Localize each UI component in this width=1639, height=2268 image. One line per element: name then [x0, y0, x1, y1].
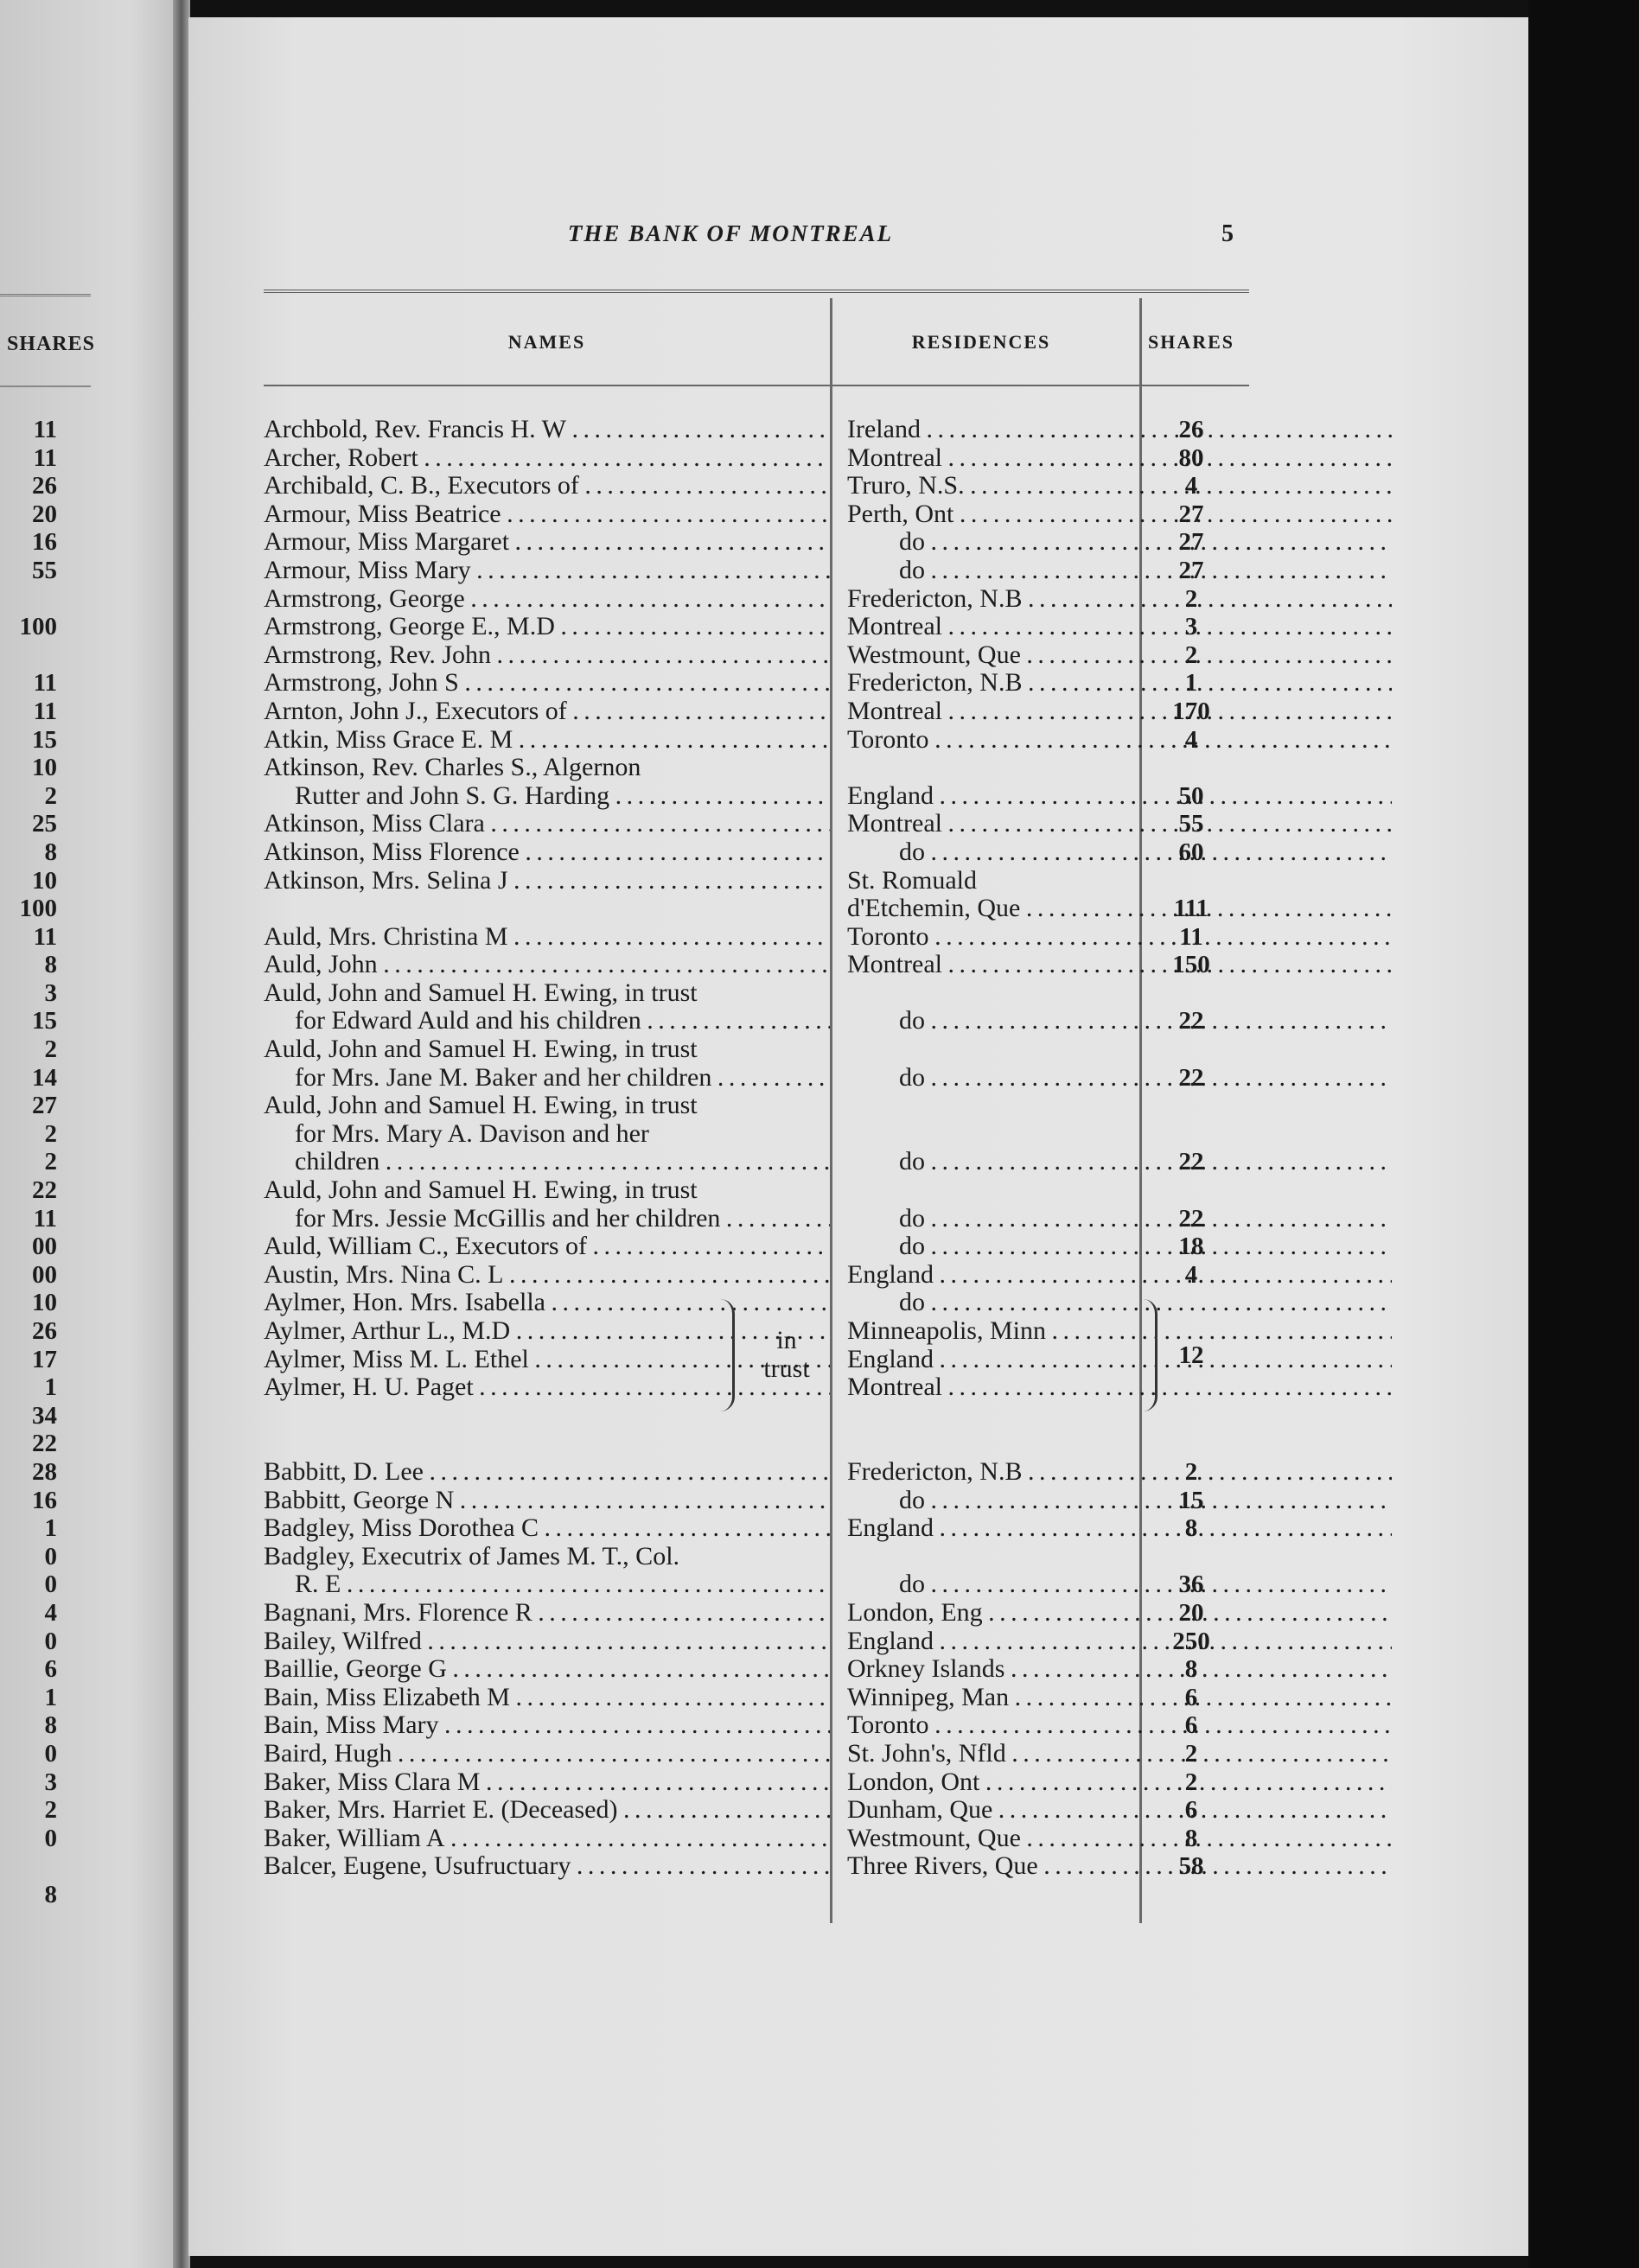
shareholder-residence: Montreal . . . — [847, 613, 1392, 641]
shareholder-residence: do . . . — [847, 528, 1392, 557]
table-top-rule — [264, 290, 1249, 293]
shares-column-header: SHARES — [1147, 331, 1235, 353]
table-row — [264, 641, 1249, 670]
left-share-value: 3 — [44, 1768, 57, 1796]
left-share-value: 26 — [32, 1317, 57, 1345]
table-row — [264, 726, 1249, 755]
left-share-value: 00 — [32, 1233, 57, 1261]
shareholder-name: Archer, Robert . . . — [264, 444, 830, 473]
left-share-value: 15 — [32, 725, 57, 754]
left-share-value: 0 — [44, 1824, 57, 1852]
shareholder-shares: 2 — [1184, 584, 1198, 613]
left-share-value: 8 — [44, 951, 57, 979]
shareholder-residence: St. John's, Nfld . . . — [847, 1740, 1392, 1768]
left-share-value: 100 — [19, 895, 57, 923]
shareholder-residence: do . . . — [847, 1289, 1392, 1317]
left-share-value: 11 — [33, 1204, 57, 1233]
shareholder-name: Balcer, Eugene, Usufructuary . . . — [264, 1852, 830, 1881]
shareholder-residence: Ireland . . . — [847, 416, 1392, 444]
shareholder-shares: 22 — [1178, 1063, 1204, 1092]
shareholder-shares: 170 — [1172, 697, 1210, 725]
left-share-value: 00 — [32, 1260, 57, 1289]
left-header-rule — [0, 385, 91, 387]
shareholder-name: Badgley, Executrix of James M. T., Col. — [264, 1542, 680, 1570]
shareholder-name: Rutter and John S. G. Harding . . . — [264, 782, 830, 811]
table-row — [264, 1092, 1249, 1120]
left-share-value: 2 — [44, 1035, 57, 1064]
shareholder-name: Baker, William A . . . — [264, 1825, 830, 1853]
table-row — [264, 557, 1249, 585]
shareholder-shares: 8 — [1184, 1655, 1198, 1684]
shareholder-name: Atkinson, Miss Florence . . . — [264, 838, 830, 867]
table-row — [264, 1543, 1249, 1571]
table-row — [264, 1402, 1249, 1430]
shareholder-shares: 18 — [1178, 1233, 1204, 1261]
shareholder-shares: 2 — [1184, 640, 1198, 669]
shareholder-shares: 36 — [1178, 1570, 1204, 1599]
shareholder-name: Armstrong, George E., M.D . . . — [264, 613, 830, 641]
shareholder-residence: Toronto . . . — [847, 1711, 1392, 1740]
shareholder-name: Archbold, Rev. Francis H. W . . . — [264, 416, 830, 444]
shareholder-name: Armstrong, George . . . — [264, 585, 830, 614]
shareholder-name: Atkinson, Miss Clara . . . — [264, 810, 830, 838]
shareholder-name: Aylmer, Arthur L., M.D . . . — [264, 1317, 830, 1346]
shareholder-name: Armour, Miss Margaret . . . — [264, 528, 830, 557]
running-head: THE BANK OF MONTREAL — [567, 220, 894, 246]
shareholder-name: Armstrong, John S . . . — [264, 669, 830, 698]
shareholder-shares: 1 — [1184, 669, 1198, 698]
table-row — [264, 1655, 1249, 1684]
shareholder-residence: Montreal . . . — [847, 951, 1392, 979]
shareholder-shares: 8 — [1184, 1824, 1198, 1852]
table-header-rule — [264, 385, 1249, 386]
left-share-value: 1 — [44, 1514, 57, 1543]
table-row — [264, 1007, 1249, 1035]
table-row — [264, 698, 1249, 726]
shareholder-residence: do . . . — [847, 1570, 1392, 1599]
shareholder-residence: do . . . — [847, 1148, 1392, 1176]
table-row — [264, 782, 1249, 811]
shareholder-shares: 27 — [1178, 556, 1204, 584]
table-row — [264, 1768, 1249, 1797]
left-shares-column — [0, 416, 57, 1908]
table-row — [264, 1120, 1249, 1149]
shareholder-name: Atkin, Miss Grace E. M . . . — [264, 726, 830, 755]
shareholder-residence: do . . . — [847, 1007, 1392, 1035]
left-share-value: 16 — [32, 1486, 57, 1514]
left-share-value: 100 — [19, 613, 57, 641]
table-row — [264, 1064, 1249, 1093]
shareholder-name: Aylmer, Miss M. L. Ethel . . . — [264, 1346, 830, 1374]
left-share-value: 0 — [44, 1627, 57, 1655]
table-row — [264, 1570, 1249, 1599]
left-share-value: 10 — [32, 1289, 57, 1317]
left-share-value: 11 — [33, 443, 57, 472]
shareholder-residence: Winnipeg, Man . . . — [847, 1684, 1392, 1712]
left-share-value: 0 — [44, 1570, 57, 1599]
table-row — [264, 528, 1249, 557]
shareholder-shares: 150 — [1172, 951, 1210, 979]
table-row — [264, 979, 1249, 1008]
shareholder-shares: 50 — [1178, 781, 1204, 810]
shareholder-name: Auld, John . . . — [264, 951, 830, 979]
left-share-value: 0 — [44, 1739, 57, 1768]
shareholder-residence: Perth, Ont . . . — [847, 500, 1392, 529]
table-row — [264, 1487, 1249, 1515]
shareholder-shares: 58 — [1178, 1852, 1204, 1881]
table-row — [264, 1740, 1249, 1768]
table-row — [264, 1628, 1249, 1656]
left-share-value: 11 — [33, 697, 57, 725]
table-row — [264, 416, 1249, 444]
shareholder-residence: do . . . — [847, 1205, 1392, 1233]
shareholder-name: Baker, Mrs. Harriet E. (Deceased) . . . — [264, 1796, 830, 1825]
shareholder-residence: England . . . — [847, 1261, 1392, 1290]
shareholder-residence: England . . . — [847, 782, 1392, 811]
table-row — [264, 951, 1249, 979]
shareholder-shares: 2 — [1184, 1739, 1198, 1768]
table-row — [264, 1205, 1249, 1233]
shareholder-residence: Fredericton, N.B . . . — [847, 585, 1392, 614]
shareholder-shares: 55 — [1178, 810, 1204, 838]
left-share-value: 11 — [33, 416, 57, 443]
shareholder-shares: 11 — [1179, 922, 1203, 951]
shareholder-residence: Montreal . . . — [847, 1373, 1392, 1402]
shareholder-residence: Toronto . . . — [847, 923, 1392, 952]
left-share-value: 25 — [32, 810, 57, 838]
left-share-value: 26 — [32, 472, 57, 500]
shareholder-residence: Westmount, Que . . . — [847, 641, 1392, 670]
left-share-value: 34 — [32, 1401, 57, 1430]
shareholder-name: Bain, Miss Elizabeth M . . . — [264, 1684, 830, 1712]
table-row — [264, 754, 1249, 782]
left-share-value — [0, 641, 57, 670]
table-row — [264, 669, 1249, 698]
left-share-value: 2 — [44, 1148, 57, 1176]
trust-label-trust: trust — [763, 1354, 810, 1383]
shareholder-residence: Montreal . . . — [847, 810, 1392, 838]
left-share-value: 17 — [32, 1345, 57, 1373]
shareholder-residence: Fredericton, N.B . . . — [847, 1458, 1392, 1487]
shareholder-shares: 60 — [1178, 838, 1204, 866]
shareholder-name: Babbitt, George N . . . — [264, 1487, 830, 1515]
shareholder-residence: Fredericton, N.B . . . — [847, 669, 1392, 698]
table-row — [264, 1852, 1249, 1881]
left-share-value: 11 — [33, 669, 57, 698]
shareholder-name: Atkinson, Rev. Charles S., Algernon — [264, 754, 641, 782]
shareholder-residence: Westmount, Que . . . — [847, 1825, 1392, 1853]
trust-label-in: in — [776, 1326, 797, 1354]
left-share-value: 1 — [44, 1683, 57, 1711]
shareholder-shares: 22 — [1178, 1148, 1204, 1176]
left-share-value: 15 — [32, 1007, 57, 1035]
shareholder-shares: 27 — [1178, 528, 1204, 557]
shareholder-shares: 22 — [1178, 1204, 1204, 1233]
left-share-value — [0, 585, 57, 614]
shareholder-residence: St. Romuald — [847, 866, 978, 895]
shareholder-name: Auld, John and Samuel H. Ewing, in trust — [264, 1092, 698, 1120]
table-row — [264, 1430, 1249, 1458]
left-share-value: 8 — [44, 1711, 57, 1740]
left-page — [0, 0, 186, 2268]
shareholder-name: for Mrs. Jane M. Baker and her children . . . — [264, 1064, 830, 1093]
table-row — [264, 1711, 1249, 1740]
shareholder-shares: 80 — [1178, 443, 1204, 472]
left-share-value: 20 — [32, 500, 57, 528]
shareholder-shares: 4 — [1184, 472, 1198, 500]
table-row — [264, 1148, 1249, 1176]
left-share-value: 10 — [32, 866, 57, 895]
shareholder-name: Atkinson, Mrs. Selina J . . . — [264, 867, 830, 895]
table-row — [264, 1261, 1249, 1290]
shareholder-shares: 26 — [1178, 416, 1204, 443]
background-edge — [1528, 0, 1639, 2268]
left-share-value — [0, 1852, 57, 1881]
shareholder-residence: England . . . — [847, 1628, 1392, 1656]
left-share-value: 16 — [32, 528, 57, 557]
left-share-value: 10 — [32, 754, 57, 782]
table-row — [264, 444, 1249, 473]
left-share-value: 0 — [44, 1542, 57, 1570]
table-row — [264, 1035, 1249, 1064]
table-row — [264, 1796, 1249, 1825]
table-row — [264, 613, 1249, 641]
shareholder-name: children . . . — [264, 1148, 830, 1176]
shareholder-residence: Montreal . . . — [847, 444, 1392, 473]
shareholder-residence: do . . . — [847, 1233, 1392, 1261]
shareholder-shares: 2 — [1184, 1457, 1198, 1486]
shareholder-shares: 27 — [1178, 500, 1204, 528]
table-row — [264, 1458, 1249, 1487]
left-share-value: 28 — [32, 1457, 57, 1486]
left-share-value: 22 — [32, 1176, 57, 1205]
residences-column-header: RESIDENCES — [911, 331, 1051, 353]
shareholder-shares: 250 — [1172, 1627, 1210, 1655]
shareholder-table — [264, 416, 1249, 1881]
table-row — [264, 867, 1249, 895]
left-share-value: 2 — [44, 1796, 57, 1825]
left-share-value: 2 — [44, 1119, 57, 1148]
shareholder-name: R. E . . . — [264, 1570, 830, 1599]
shareholder-residence: England . . . — [847, 1346, 1392, 1374]
shareholder-residence: do . . . — [847, 1487, 1392, 1515]
shareholder-shares: 20 — [1178, 1598, 1204, 1627]
table-row — [264, 838, 1249, 867]
table-row — [264, 1599, 1249, 1628]
shareholder-residence: Toronto . . . — [847, 726, 1392, 755]
shareholder-residence: do . . . — [847, 838, 1392, 867]
shareholder-name: Auld, John and Samuel H. Ewing, in trust — [264, 978, 698, 1007]
shareholder-name: Baird, Hugh . . . — [264, 1740, 830, 1768]
left-share-value: 22 — [32, 1430, 57, 1458]
names-column-header: NAMES — [507, 331, 586, 353]
left-share-value: 55 — [32, 556, 57, 584]
table-row — [264, 923, 1249, 952]
shareholder-residence: Truro, N.S. . . . — [847, 472, 1392, 500]
shareholder-name: for Edward Auld and his children . . . — [264, 1007, 830, 1035]
shareholder-residence: Dunham, Que . . . — [847, 1796, 1392, 1825]
shareholder-residence: London, Eng . . . — [847, 1599, 1392, 1628]
shareholder-residence: d'Etchemin, Que . . . — [847, 895, 1392, 923]
shareholder-shares: 3 — [1184, 613, 1198, 641]
left-share-value: 11 — [33, 922, 57, 951]
shareholder-name: Baker, Miss Clara M . . . — [264, 1768, 830, 1797]
shareholder-name: Auld, William C., Executors of . . . — [264, 1233, 830, 1261]
shareholder-name: Bain, Miss Mary . . . — [264, 1711, 830, 1740]
left-top-rule — [0, 294, 91, 296]
shareholder-name: Auld, John and Samuel H. Ewing, in trust — [264, 1176, 698, 1205]
table-row — [264, 585, 1249, 614]
table-row — [264, 1233, 1249, 1261]
shareholder-shares: 22 — [1178, 1007, 1204, 1035]
shareholder-shares: 15 — [1178, 1486, 1204, 1514]
table-row — [264, 1825, 1249, 1853]
table-row — [264, 472, 1249, 500]
shareholder-name: for Mrs. Mary A. Davison and her — [295, 1119, 649, 1148]
shareholder-name: Aylmer, H. U. Paget . . . — [264, 1373, 830, 1402]
shareholder-name: Babbitt, D. Lee . . . — [264, 1458, 830, 1487]
left-shares-header: SHARES — [6, 333, 95, 355]
shareholder-shares: 4 — [1184, 1260, 1198, 1289]
left-share-value: 3 — [44, 978, 57, 1007]
shareholder-name: Armour, Miss Mary . . . — [264, 557, 830, 585]
shareholder-shares: 111 — [1173, 895, 1209, 923]
left-share-value: 8 — [44, 1880, 57, 1908]
shareholder-shares: 8 — [1184, 1514, 1198, 1543]
table-row — [264, 1176, 1249, 1205]
shareholder-shares: 6 — [1184, 1796, 1198, 1825]
shareholder-residence: do . . . — [847, 557, 1392, 585]
shareholder-residence: do . . . — [847, 1064, 1392, 1093]
left-share-value: 4 — [44, 1598, 57, 1627]
trust-shares: 12 — [1178, 1341, 1204, 1369]
left-share-value: 27 — [32, 1092, 57, 1120]
shareholder-name: Auld, John and Samuel H. Ewing, in trust — [264, 1035, 698, 1064]
trust-label — [748, 1327, 826, 1383]
shareholder-residence: Orkney Islands . . . — [847, 1655, 1392, 1684]
page-number: 5 — [1221, 220, 1234, 247]
table-row — [264, 1684, 1249, 1712]
left-share-value: 6 — [44, 1655, 57, 1684]
left-share-value: 1 — [44, 1373, 57, 1402]
shareholder-shares: 6 — [1184, 1683, 1198, 1711]
shareholder-name: Aylmer, Hon. Mrs. Isabella . . . — [264, 1289, 830, 1317]
shareholder-name: Archibald, C. B., Executors of . . . — [264, 472, 830, 500]
book-gutter — [173, 0, 190, 2268]
shareholder-name: Arnton, John J., Executors of . . . — [264, 698, 830, 726]
shareholder-residence: Montreal . . . — [847, 698, 1392, 726]
shareholder-shares: 6 — [1184, 1711, 1198, 1740]
shareholder-name: Badgley, Miss Dorothea C . . . — [264, 1514, 830, 1543]
shareholder-name: Armour, Miss Beatrice . . . — [264, 500, 830, 529]
table-row — [264, 500, 1249, 529]
table-row — [264, 1514, 1249, 1543]
left-share-value: 8 — [44, 838, 57, 866]
left-share-value: 14 — [32, 1063, 57, 1092]
shareholder-shares: 2 — [1184, 1768, 1198, 1796]
shareholder-residence: Minneapolis, Minn . . . — [847, 1317, 1392, 1346]
shareholder-name: Bagnani, Mrs. Florence R . . . — [264, 1599, 830, 1628]
shareholder-name: for Mrs. Jessie McGillis and her children . . . — [264, 1205, 830, 1233]
table-row — [264, 1289, 1249, 1317]
shareholder-name: Auld, Mrs. Christina M . . . — [264, 923, 830, 952]
table-row — [264, 895, 1249, 923]
shareholder-name: Armstrong, Rev. John . . . — [264, 641, 830, 670]
shareholder-shares: 4 — [1184, 725, 1198, 754]
shareholder-residence: London, Ont . . . — [847, 1768, 1392, 1797]
shareholder-residence: England . . . — [847, 1514, 1392, 1543]
shareholder-name: Baillie, George G . . . — [264, 1655, 830, 1684]
shareholder-name: Bailey, Wilfred . . . — [264, 1628, 830, 1656]
trust-brace-left — [720, 1299, 735, 1411]
shareholder-name: Austin, Mrs. Nina C. L . . . — [264, 1261, 830, 1290]
shareholder-residence: Three Rivers, Que . . . — [847, 1852, 1392, 1881]
table-row — [264, 810, 1249, 838]
left-share-value: 2 — [44, 781, 57, 810]
